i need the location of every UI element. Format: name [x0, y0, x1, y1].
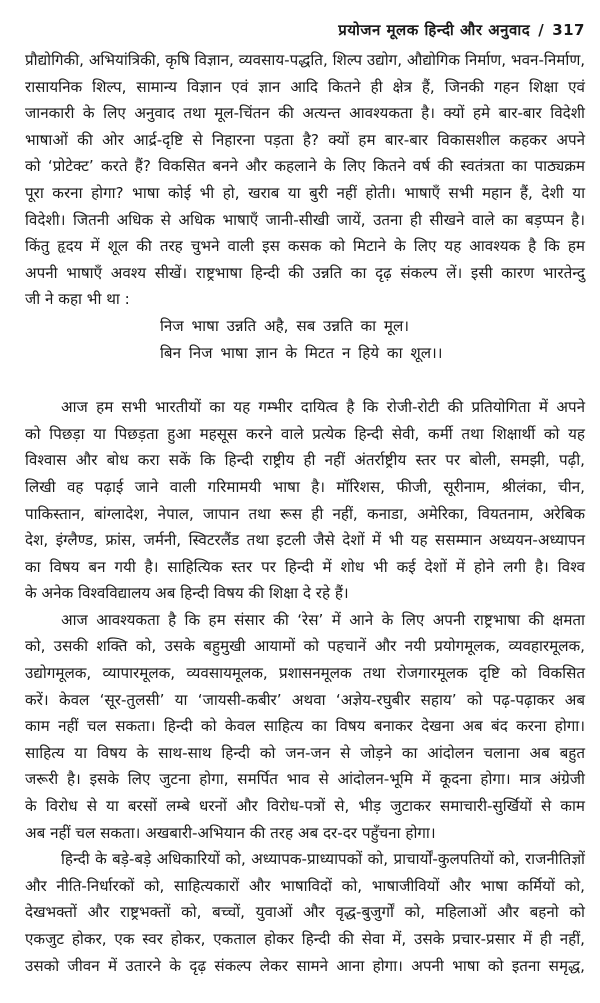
text-line: के विरोध से या बरसों लम्बे धरनों और विरोध-पत्रों से, भीड़ जुटाकर समाचारी-सुर्खियों से काम — [25, 797, 585, 816]
paragraph-gap — [25, 366, 585, 394]
text-line: साहित्य या विषय के साथ-साथ हिन्दी को जन-जन से जोड़ने का आंदोलन चलाना अब बहुत — [25, 743, 585, 762]
text-line: हिन्दी के बड़े-बड़े अधिकारियों को, अध्यापक-प्राध्यापकों को, प्राचार्यों-कुलपतियों को, राजनीतिज्ञों — [61, 850, 585, 869]
text-line: उद्योगमूलक, व्यापारमूलक, व्यवसायमूलक, प्रशासनमूलक तथा रोजगारमूलक दृष्टि को विकसित — [25, 664, 585, 683]
text-line: किंतु हृदय में शूल की तरह चुभने वाली इस कसक को मिटाने के लिए यह आवश्यक है कि हम — [25, 237, 585, 256]
verse-line: निज भाषा उन्नति अहै, सब उन्नति का मूल। — [160, 316, 410, 335]
text-line: को पिछड़ा या पिछड़ता हुआ महसूस करने वाले प्रत्येक हिन्दी सेवी, कर्मी तथा शिक्षार्थी को यह — [25, 424, 585, 443]
text-line: का विषय बन गयी है। साहित्यिक स्तर पर हिन्दी में शोध भी कई देशों में होने लगी है। विश्व — [25, 557, 585, 576]
text-line: विश्वास और बोध करा सकें कि हिन्दी राष्ट्रीय ही नहीं अंतर्राष्ट्रीय स्तर पर बोली, समझी, पढ़ी, — [25, 451, 585, 470]
text-line: एकजुट होकर, एक स्वर होकर, एकताल होकर हिन्दी की सेवा में, उसके प्रचार-प्रसार में ही नहीं, — [25, 930, 585, 948]
text-line: देश, इंग्लैण्ड, फ्रांस, जर्मनी, स्विटरलैंड तथा इटली जैसे देशों में भी यह ससम्मान अध्ययन-अध्यापन — [25, 531, 585, 550]
text-line: भाषाओं की ओर आर्द्र-दृष्टि से निहारना पड़ता है? क्यों हम बार-बार विकासशील कहकर अपने — [25, 130, 585, 149]
text-line: करें। केवल ‘सूर-तुलसी’ या ‘जायसी-कबीर’ अथवा ‘अज्ञेय-रघुबीर सहाय’ को पढ़-पढ़ाकर अब — [25, 690, 585, 709]
text-line: अब नहीं चल सकता। अखबारी-अभियान की तरह अब दर-दर पहुँचना होगा। — [25, 823, 436, 842]
paragraph-1 — [25, 47, 585, 313]
text-line: लिखी वह पढ़ाई जाने वाली गरिमामयी भाषा है। मॉरिशस, फीजी, सूरीनाम, श्रीलंका, चीन, — [25, 477, 585, 496]
text-line: आज हम सभी भारतीयों का यह गम्भीर दायित्व है कि रोजी-रोटी की प्रतियोगिता में अपने — [61, 398, 585, 417]
text-line: उसको जीवन में उतारने के दृढ़ संकल्प लेकर सामने आना होगा। अपनी भाषा को इतना समृद्ध, — [25, 956, 585, 975]
text-line: पाकिस्तान, बांग्लादेश, नेपाल, जापान तथा रूस ही नहीं, कनाडा, अमेरिका, वियतनाम, अरेबिक — [25, 504, 585, 523]
verse-line: बिन निज भाषा ज्ञान के मिटत न हिये का शूल।। — [160, 343, 443, 362]
text-line: को, उसकी शक्ति को, उसके बहुमुखी आयामों को पहचानें और नयी प्रयोगमूलक, व्यवहारमूलक, — [25, 637, 585, 656]
text-line: जी ने कहा भी था : — [25, 290, 130, 309]
text-line: आज आवश्यकता है कि हम संसार की ‘रेस’ में आने के लिए अपनी राष्ट्रभाषा की क्षमता — [61, 610, 585, 629]
body-text — [25, 47, 585, 979]
running-title: प्रयोजन मूलक हिन्दी और अनुवाद — [338, 21, 531, 39]
text-line: काम नहीं चल सकता। हिन्दी को केवल साहित्य का विषय बनाकर देखना अब बंद करना होगा। — [25, 717, 585, 736]
verse-quote — [25, 313, 585, 366]
page-number: 317 — [552, 21, 585, 39]
text-line: और नीति-निर्धारकों को, साहित्यकारों और भाषाविदों को, भाषाजीवियों और भाषा कर्मियों को, — [25, 876, 585, 895]
paragraph-2 — [25, 394, 585, 607]
paragraph-3 — [25, 607, 585, 846]
text-line: देखभक्तों और राष्ट्रभक्तों को, बच्चों, युवाओं और वृद्ध-बुजुर्गों को, महिलाओं और बहनो को — [25, 903, 585, 922]
text-line: अपनी भाषाएँ अवश्य सीखें। राष्ट्रभाषा हिन्दी की उन्नति का दृढ़ संकल्प लें। इसी कारण भारतेन्दु — [25, 263, 585, 282]
text-line: जानकारी के लिए अनुवाद तथा मूल-चिंतन की अत्यन्त आवश्यकता है। क्यों हमे बार-बार विदेशी — [25, 104, 585, 123]
text-line: विदेशी। जितनी अधिक से अधिक भाषाएँ जानी-सीखी जायें, उतना ही सीखने वाले का बड़प्पन है। — [25, 210, 585, 229]
text-line: को ‘प्रोटेक्ट’ करते हैं? विकसित बनने और कहलाने के लिए कितने वर्ष की स्वतंत्रता का पाठ्यक्रम — [25, 157, 585, 176]
header-separator: / — [538, 21, 545, 39]
paragraph-4 — [25, 846, 585, 979]
text-line: रासायनिक शिल्प, सामान्य विज्ञान एवं ज्ञान आदि कितने ही क्षेत्र हैं, जिनकी गहन शिक्षा एवं — [25, 77, 585, 96]
text-line: जरूरी है। इसके लिए जुटना होगा, समर्पित भाव से आंदोलन-भूमि में कूदना होगा। मात्र अंग्रेजी — [25, 770, 585, 789]
running-header — [338, 20, 585, 40]
text-line: प्रौद्योगिकी, अभियांत्रिकी, कृषि विज्ञान, व्यवसाय-पद्धति, शिल्प उद्योग, औद्योगिक निर्माण, भवन-निर्माण, — [25, 51, 586, 69]
text-line: पूरा करना होगा? भाषा कोई भी हो, खराब या बुरी नहीं होती। भाषाएँ सभी महान हैं, देशी या — [25, 183, 585, 202]
text-line: के अनेक विश्वविद्यालय अब हिन्दी विषय की शिक्षा दे रहे हैं। — [25, 584, 349, 603]
